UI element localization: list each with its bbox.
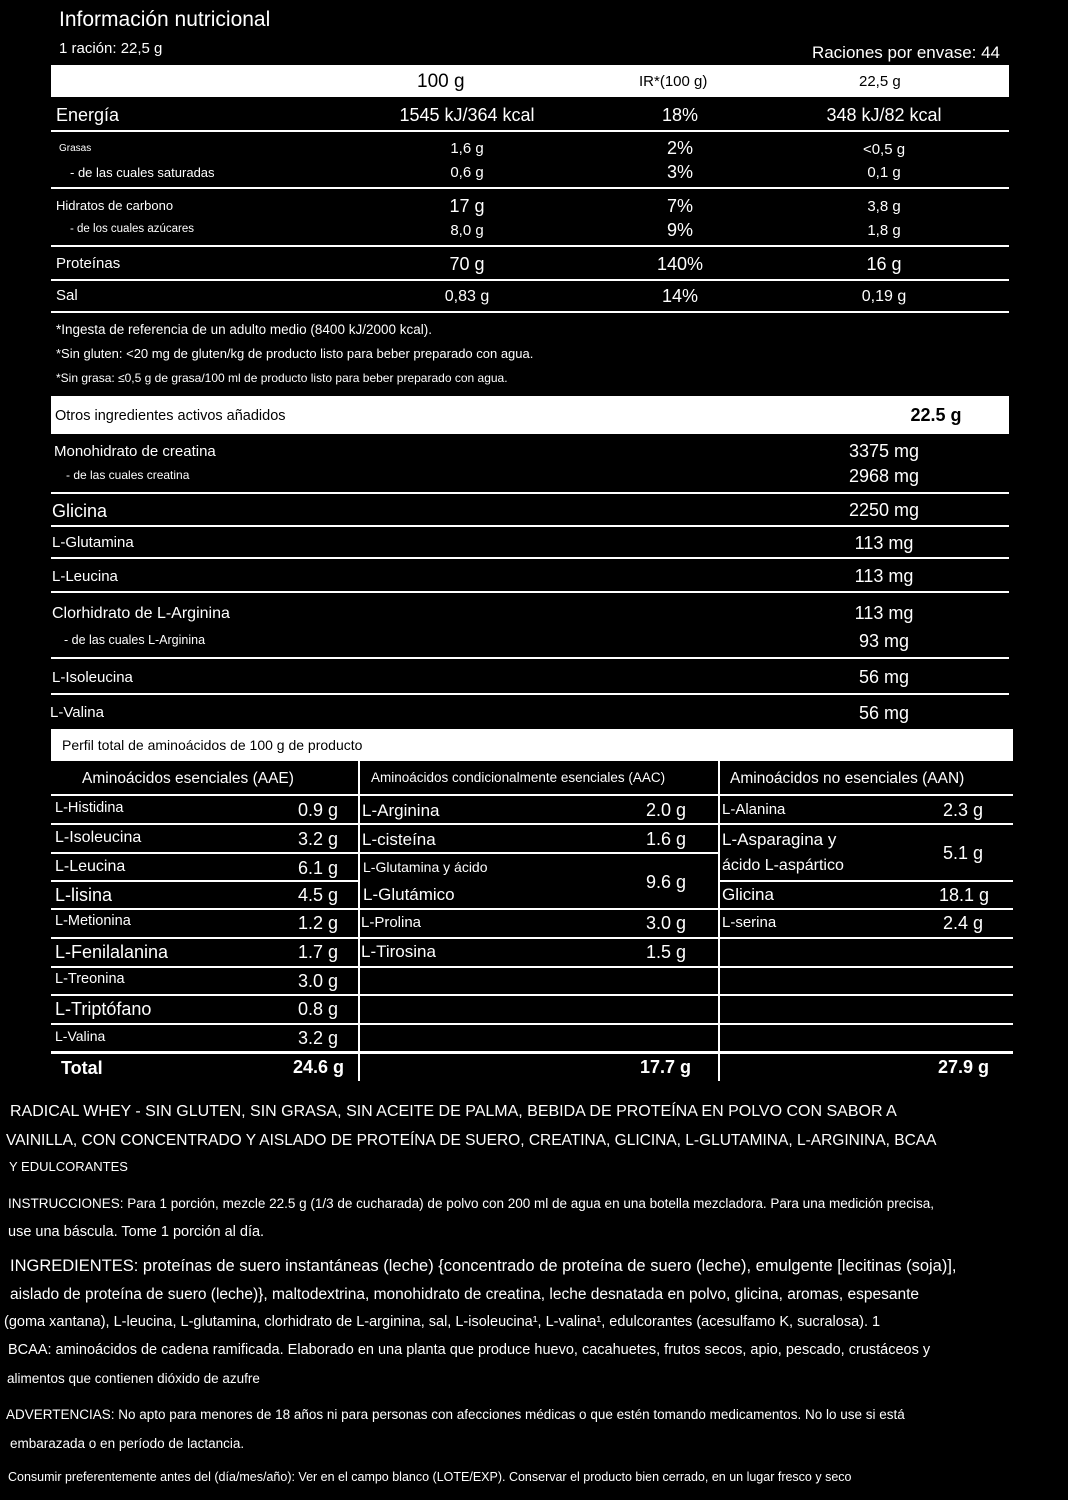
active-name-leucine: L-Leucina [52, 568, 118, 585]
divider [51, 994, 1013, 996]
active-value-creatine-mono: 3375 mg [848, 441, 920, 461]
divider [51, 311, 1009, 313]
aac-name-tyrosine: L-Tirosina [361, 942, 436, 961]
aac-name-arginine: L-Arginina [362, 801, 440, 820]
salt-per100: 0,83 g [444, 288, 490, 305]
aae-value-isoleucine: 3.2 g [297, 829, 338, 849]
servings-per-package: Raciones por envase: 44 [811, 43, 1000, 62]
amino-profile-title: Perfil total de aminoácidos de 100 g de producto [62, 737, 363, 753]
ingredients-line1: INGREDIENTES: proteínas de suero instantáneas (leche) {concentrado de proteína de suero (leche), emulgente [lecitinas (soja)], [10, 1257, 957, 1275]
aac-name-cysteine: L-cisteína [362, 830, 436, 849]
divider [51, 492, 1009, 494]
total-aac: 17.7 g [639, 1057, 691, 1077]
ingredients-line4: BCAA: aminoácidos de cadena ramificada. Elaborado en una planta que produce huevo, cacahuetes, frutos secos, apio, pescado, crustáceos y [8, 1342, 931, 1358]
aac-value-glutamine: 9.6 g [645, 872, 686, 892]
salt-ir: 14% [661, 286, 699, 306]
active-name-glycine: Glicina [52, 501, 108, 521]
col-header-aan: Aminoácidos no esenciales (AAN) [730, 770, 965, 787]
fat-per100: 1,6 g [450, 140, 484, 157]
aae-value-lysine: 4.5 g [297, 885, 338, 905]
ingredients-line5: alimentos que contienen dióxido de azufre [7, 1371, 260, 1386]
active-name-glutamine: L-Glutamina [52, 534, 134, 551]
sugars-per100: 8,0 g [450, 222, 484, 239]
aan-name-serine: L-serina [722, 914, 777, 931]
active-name-isoleucine: L-Isoleucina [52, 669, 133, 686]
row-name-fat: Grasas [59, 143, 92, 154]
active-header-label: Otros ingredientes activos añadidos [55, 408, 286, 424]
aan-name-alanine: L-Alanina [722, 801, 786, 818]
product-name-line2: VAINILLA, CON CONCENTRADO Y AISLADO DE PROTEÍNA DE SUERO, CREATINA, GLICINA, L-GLUTAMINA, L-ARGININA, BCAA [6, 1132, 937, 1149]
aac-value-proline: 3.0 g [645, 913, 686, 933]
warnings-line2: embarazada o en período de lactancia. [10, 1436, 245, 1451]
row-name-saturated: - de las cuales saturadas [70, 165, 215, 180]
active-ingredients-header [51, 396, 1009, 434]
active-value-glycine: 2250 mg [848, 500, 920, 520]
note-gluten-free: *Sin gluten: <20 mg de gluten/kg de producto listo para beber preparado con agua. [56, 346, 534, 361]
aae-name-histidine: L-Histidina [55, 800, 124, 816]
col-header-aac: Aminoácidos condicionalmente esenciales (AAC) [371, 770, 666, 785]
aan-value-glycine: 18.1 g [938, 885, 989, 905]
aae-name-methionine: L-Metionina [55, 913, 131, 929]
sugars-ir: 9% [666, 220, 693, 240]
active-header-value: 22.5 g [910, 405, 962, 425]
aae-name-phenylalanine: L-Fenilalanina [55, 942, 169, 962]
divider [51, 187, 1009, 189]
aae-value-phenylalanine: 1.7 g [297, 942, 338, 962]
saturated-serving: 0,1 g [867, 164, 901, 181]
aae-value-leucine: 6.1 g [297, 858, 338, 878]
divider [51, 823, 1013, 825]
aae-value-threonine: 3.0 g [297, 971, 338, 991]
active-value-creatine: 2968 mg [848, 466, 920, 486]
serving-size: 1 ración: 22,5 g [59, 40, 163, 57]
carbs-ir: 7% [666, 196, 693, 216]
aae-value-valine: 3.2 g [297, 1028, 338, 1048]
saturated-per100: 0,6 g [450, 164, 484, 181]
aae-value-tryptophan: 0.8 g [297, 999, 338, 1019]
aan-name-asparagine-line2: ácido L-aspártico [722, 857, 844, 874]
ingredients-line3: (goma xantana), L-leucina, L-glutamina, clorhidrato de L-arginina, sal, L-isoleucina¹, L-valina¹, edulcorantes (acesulfamo K, sucralosa). 1 [4, 1314, 881, 1330]
aac-name-glutamine-line2: L-Glutámico [363, 885, 455, 904]
divider [51, 525, 1009, 527]
column-divider [358, 761, 360, 1081]
protein-ir: 140% [656, 254, 704, 274]
sugars-serving: 1,8 g [867, 222, 901, 239]
aae-name-tryptophan: L-Triptófano [55, 999, 152, 1019]
energy-serving: 348 kJ/82 kcal [826, 105, 942, 125]
divider [51, 130, 1009, 132]
divider [51, 880, 358, 882]
row-name-carbs: Hidratos de carbono [56, 198, 174, 213]
active-name-arginine: - de las cuales L-Arginina [64, 633, 206, 647]
instructions-line1: INSTRUCCIONES: Para 1 porción, mezcle 22.5 g (1/3 de cucharada) de polvo con 200 ml de agua en una botella mezcladora. Para una medición precisa, [8, 1196, 935, 1211]
active-name-creatine-mono: Monohidrato de creatina [54, 443, 216, 460]
page-title: Información nutricional [59, 8, 271, 31]
active-value-isoleucine: 56 mg [858, 667, 910, 687]
divider [51, 245, 1009, 247]
note-reference-intake: *Ingesta de referencia de un adulto medio (8400 kJ/2000 kcal). [56, 322, 432, 337]
fat-serving: <0,5 g [862, 141, 906, 158]
aae-value-histidine: 0.9 g [297, 800, 338, 820]
divider [51, 966, 1013, 968]
divider [51, 657, 1009, 659]
aac-name-proline: L-Prolina [361, 914, 422, 931]
product-name-line1: RADICAL WHEY - SIN GLUTEN, SIN GRASA, SIN ACEITE DE PALMA, BEBIDA DE PROTEÍNA EN POLVO CON SABOR A [10, 1103, 897, 1120]
storage-text: Consumir preferentemente antes del (día/mes/año): Ver en el campo blanco (LOTE/EXP). Conservar el producto bien cerrado, en un lugar fresco y seco [8, 1470, 852, 1484]
total-aan: 27.9 g [937, 1057, 989, 1077]
aae-name-threonine: L-Treonina [55, 971, 125, 987]
col-ir: IR*(100 g) [639, 73, 708, 90]
energy-ir: 18% [661, 105, 699, 125]
total-label: Total [61, 1058, 103, 1078]
aae-value-methionine: 1.2 g [297, 913, 338, 933]
divider [51, 591, 1009, 593]
carbs-serving: 3,8 g [867, 198, 901, 215]
aae-name-lysine: L-lisina [55, 885, 113, 905]
instructions-line2: use una báscula. Tome 1 porción al día. [8, 1224, 265, 1240]
protein-per100: 70 g [449, 254, 485, 274]
energy-per100: 1545 kJ/364 kcal [399, 105, 535, 125]
aan-name-glycine: Glicina [722, 885, 774, 904]
active-value-glutamine: 113 mg [854, 533, 914, 553]
col-serving: 22,5 g [859, 73, 901, 90]
active-name-valine: L-Valina [50, 704, 104, 721]
col-header-aae: Aminoácidos esenciales (AAE) [82, 770, 294, 787]
divider [718, 880, 1013, 882]
salt-serving: 0,19 g [861, 288, 907, 305]
active-value-valine: 56 mg [858, 703, 910, 723]
aac-value-arginine: 2.0 g [645, 800, 686, 820]
saturated-ir: 3% [666, 162, 693, 182]
active-name-creatine: - de las cuales creatina [66, 468, 190, 482]
active-value-leucine: 113 mg [854, 566, 914, 586]
warnings-line1: ADVERTENCIAS: No apto para menores de 18 años ni para personas con afecciones médicas o que estén tomando medicamentos. No lo use si está [6, 1407, 905, 1422]
product-name-line3: Y EDULCORANTES [9, 1159, 128, 1174]
aan-value-asparagine: 5.1 g [942, 843, 983, 863]
total-aae: 24.6 g [292, 1057, 344, 1077]
active-name-arginine-hcl: Clorhidrato de L-Arginina [52, 605, 230, 622]
note-fat-free: *Sin grasa: ≤0,5 g de grasa/100 ml de producto listo para beber preparado con agua. [56, 371, 508, 385]
protein-serving: 16 g [866, 254, 902, 274]
row-name-sugars: - de los cuales azúcares [70, 223, 195, 235]
nutrition-table-header [51, 65, 1009, 97]
divider [51, 557, 1009, 559]
row-name-energy: Energía [56, 105, 120, 125]
fat-ir: 2% [666, 138, 693, 158]
carbs-per100: 17 g [449, 196, 485, 216]
aae-name-valine: L-Valina [55, 1028, 106, 1044]
aan-value-serine: 2.4 g [942, 913, 983, 933]
aac-value-tyrosine: 1.5 g [645, 942, 686, 962]
row-name-salt: Sal [56, 287, 78, 304]
divider [51, 852, 718, 854]
aac-name-glutamine-line1: L-Glutamina y ácido [363, 859, 488, 875]
amino-profile-header [51, 729, 1013, 761]
ingredients-line2: aislado de proteína de suero (leche)}, maltodextrina, monohidrato de creatina, leche desnatada en polvo, glicina, aromas, espesante [10, 1286, 920, 1303]
aae-name-isoleucine: L-Isoleucina [55, 829, 142, 846]
aan-value-alanine: 2.3 g [942, 800, 983, 820]
aae-name-leucine: L-Leucina [55, 858, 126, 875]
active-value-arginine: 93 mg [858, 631, 910, 651]
divider [51, 1051, 1013, 1054]
row-name-protein: Proteínas [56, 255, 121, 272]
divider [51, 794, 1013, 796]
divider [51, 693, 1009, 695]
active-value-arginine-hcl: 113 mg [854, 603, 914, 623]
divider [51, 937, 1013, 939]
divider [51, 908, 1013, 910]
column-divider [718, 761, 720, 1081]
aac-value-cysteine: 1.6 g [645, 829, 686, 849]
divider [51, 279, 1009, 281]
aan-name-asparagine-line1: L-Asparagina y [722, 830, 837, 849]
col-100g: 100 g [417, 71, 465, 92]
divider [51, 1023, 1013, 1025]
